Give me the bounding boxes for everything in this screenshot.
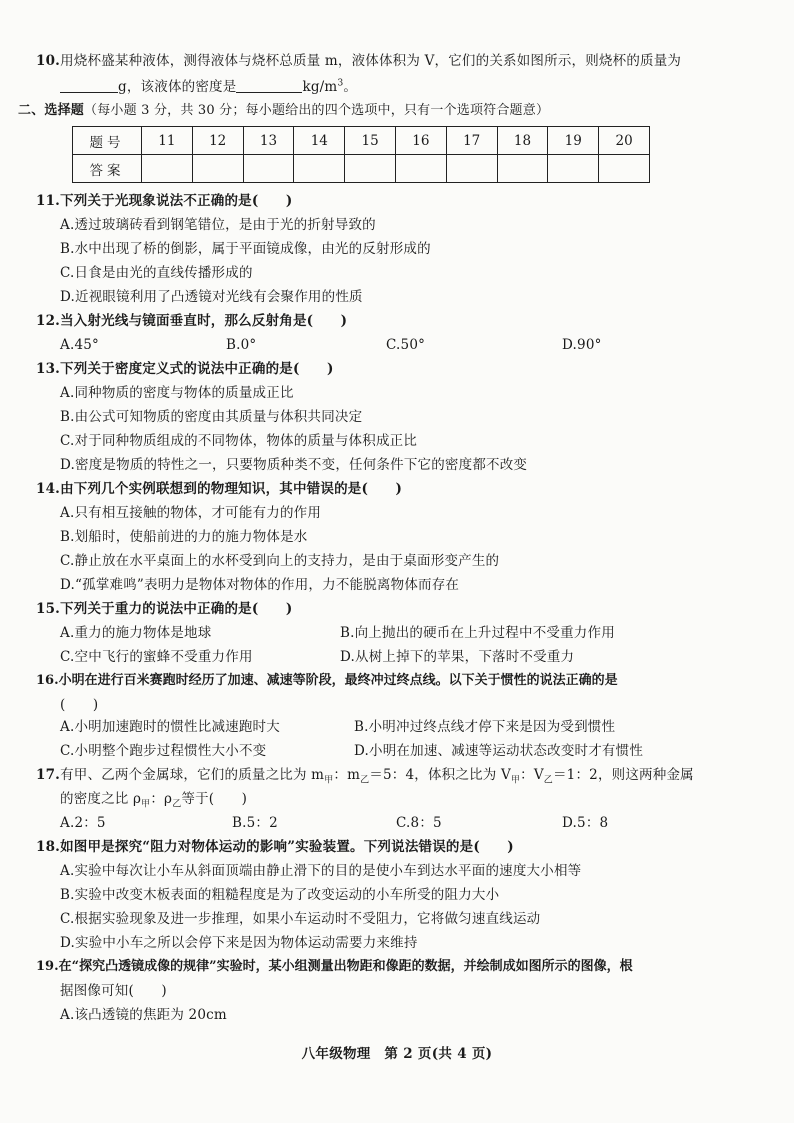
answer-table-number: 15 [345, 127, 396, 155]
question-13-option-b: B.由公式可知物质的密度由其质量与体积共同决定 [60, 409, 363, 425]
question-14-option-b: B.划船时，使船前进的力的施力物体是水 [60, 529, 308, 545]
answer-table-number: 17 [446, 127, 497, 155]
subscript-yi: 乙 [172, 799, 182, 810]
question-18-option-d: D.实验中小车之所以会停下来是因为物体运动需要力来维持 [60, 935, 418, 951]
section-2-note: （每小题 3 分，共 30 分；每小题给出的四个选项中，只有一个选项符合题意） [84, 103, 550, 118]
answer-table-number: 13 [243, 127, 294, 155]
question-14-option-d: D.“孤掌难鸣”表明力是物体对物体的作用，力不能脱离物体而存在 [60, 577, 460, 593]
answer-table-answer-label: 答案 [73, 155, 142, 183]
question-11-option-c: C.日食是由光的直线传播形成的 [60, 265, 253, 281]
question-15-stem: 15.下列关于重力的说法中正确的是( ) [36, 601, 293, 617]
answer-table [72, 126, 650, 183]
answer-table-number: 12 [192, 127, 243, 155]
question-12-option-b: B.0° [226, 337, 257, 353]
question-14-option-c: C.静止放在水平桌面上的水杯受到向上的支持力，是由于桌面形变产生的 [60, 553, 500, 569]
answer-table-number: 18 [497, 127, 548, 155]
answer-cell[interactable] [243, 155, 294, 183]
question-10-number: 10. [36, 53, 61, 69]
answer-cell[interactable] [446, 155, 497, 183]
question-10-unit-kg: kg/m [302, 79, 338, 95]
question-11-option-a: A.透过玻璃砖看到钢笔错位，是由于光的折射导致的 [60, 217, 376, 233]
subscript-jia: 甲 [510, 775, 521, 786]
subscript-yi: 乙 [543, 775, 553, 786]
question-18-option-c: C.根据实验现象及进一步推理，如果小车运动时不受阻力，它将做匀速直线运动 [60, 911, 541, 927]
answer-cell[interactable] [142, 155, 193, 183]
question-19-stem: 19.在“探究凸透镜成像的规律”实验时，某小组测量出物距和像距的数据，并绘制成如图所示的图像，根 [36, 959, 633, 974]
answer-table-header-label: 题号 [73, 127, 142, 155]
question-17-line1 [36, 766, 694, 784]
question-10-unit-exp: 3 [337, 78, 344, 89]
section-2-title: 二、选择题 [18, 103, 85, 118]
question-17-text: 有甲、乙两个金属球，它们的质量之比为 m [60, 767, 325, 783]
answer-cell[interactable] [192, 155, 243, 183]
subscript-jia: 甲 [141, 799, 151, 810]
question-18-option-a: A.实验中每次让小车从斜面顶端由静止滑下的目的是使小车到达水平面的速度大小相等 [60, 863, 582, 879]
answer-cell[interactable] [345, 155, 396, 183]
question-16-option-d: D.小明在加速、减速等运动状态改变时才有惯性 [354, 743, 644, 759]
question-17-line2 [60, 790, 247, 808]
question-14-option-a: A.只有相互接触的物体，才可能有力的作用 [60, 505, 322, 521]
question-19-option-a: A.该凸透镜的焦距为 20cm [60, 1007, 227, 1023]
question-15-option-a: A.重力的施力物体是地球 [60, 625, 212, 641]
answer-blank-mass[interactable] [60, 78, 118, 93]
question-17-text: ：ρ [150, 791, 173, 807]
question-12-option-a: A.45° [60, 337, 99, 353]
question-17-text: 等于( ) [181, 791, 248, 807]
question-17-option-d: D.5：8 [562, 815, 609, 831]
page-footer: 八年级物理 第 2 页(共 4 页) [301, 1046, 493, 1062]
question-10-end: 。 [343, 79, 358, 95]
answer-table-number: 20 [599, 127, 650, 155]
question-11-stem: 11.下列关于光现象说法不正确的是( ) [36, 193, 293, 209]
question-13-option-c: C.对于同种物质组成的不同物体，物体的质量与体积成正比 [60, 433, 418, 449]
answer-blank-density[interactable] [236, 78, 302, 93]
question-15-option-b: B.向上抛出的硬币在上升过程中不受重力作用 [340, 625, 615, 641]
question-18-stem: 18.如图甲是探究“阻力对物体运动的影响”实验装置。下列说法错误的是( ) [36, 839, 514, 855]
answer-table-header-row [73, 127, 650, 155]
question-15-option-d: D.从树上掉下的苹果，下落时不受重力 [340, 649, 575, 665]
answer-cell[interactable] [548, 155, 599, 183]
subscript-yi: 乙 [360, 775, 370, 786]
answer-cell[interactable] [395, 155, 446, 183]
question-10-unit-g: g，该液体的密度是 [118, 79, 237, 95]
question-17-text: ：V [520, 767, 544, 783]
question-13-option-a: A.同种物质的密度与物体的质量成正比 [60, 385, 294, 401]
question-13-option-d: D.密度是物质的特性之一，只要物质种类不变，任何条件下它的密度都不改变 [60, 457, 528, 473]
question-12-option-c: C.50° [386, 337, 426, 353]
question-16-stem-paren: ( ) [60, 697, 99, 713]
question-17-option-b: B.5：2 [232, 815, 278, 831]
question-11-option-d: D.近视眼镜利用了凸透镜对光线有会聚作用的性质 [60, 289, 363, 305]
subscript-jia: 甲 [324, 775, 334, 786]
question-15-option-c: C.空中飞行的蜜蜂不受重力作用 [60, 649, 253, 665]
answer-table-number: 14 [294, 127, 345, 155]
question-16-stem: 16.小明在进行百米赛跑时经历了加速、减速等阶段，最终冲过终点线。以下关于惯性的说法正确的是 [36, 673, 618, 688]
question-16-option-c: C.小明整个跑步过程惯性大小不变 [60, 743, 267, 759]
answer-table-answer-row [73, 155, 650, 183]
answer-cell[interactable] [497, 155, 548, 183]
question-16-option-a: A.小明加速跑时的惯性比减速跑时大 [60, 719, 280, 735]
question-17-text: ：m [333, 767, 361, 783]
question-10-line1 [36, 52, 681, 70]
question-16-option-b: B.小明冲过终点线才停下来是因为受到惯性 [354, 719, 616, 735]
question-17-text: ＝5：4，体积之比为 V [369, 767, 511, 783]
question-12-option-d: D.90° [562, 337, 602, 353]
question-19-stem-cont: 据图像可知( ) [60, 983, 167, 999]
answer-cell[interactable] [294, 155, 345, 183]
question-17-option-c: C.8：5 [396, 815, 442, 831]
question-13-stem: 13.下列关于密度定义式的说法中正确的是( ) [36, 361, 334, 377]
question-17-text: ＝1：2，则这两种金属 [552, 767, 694, 783]
question-17-option-a: A.2：5 [60, 815, 106, 831]
answer-table-number: 16 [395, 127, 446, 155]
question-17-text: 的密度之比 ρ [60, 791, 142, 807]
question-14-stem: 14.由下列几个实例联想到的物理知识，其中错误的是( ) [36, 481, 403, 497]
question-11-option-b: B.水中出现了桥的倒影，属于平面镜成像，由光的反射形成的 [60, 241, 431, 257]
question-12-stem: 12.当入射光线与镜面垂直时，那么反射角是( ) [36, 313, 348, 329]
question-10-text: 用烧杯盛某种液体，测得液体与烧杯总质量 m，液体体积为 V，它们的关系如图所示，则烧杯的质量为 [60, 53, 682, 69]
question-17-number: 17. [36, 767, 61, 783]
answer-table-number: 11 [142, 127, 193, 155]
section-2-heading [18, 102, 549, 120]
answer-table-number: 19 [548, 127, 599, 155]
question-10-line2 [60, 78, 357, 96]
answer-cell[interactable] [599, 155, 650, 183]
question-18-option-b: B.实验中改变木板表面的粗糙程度是为了改变运动的小车所受的阻力大小 [60, 887, 500, 903]
